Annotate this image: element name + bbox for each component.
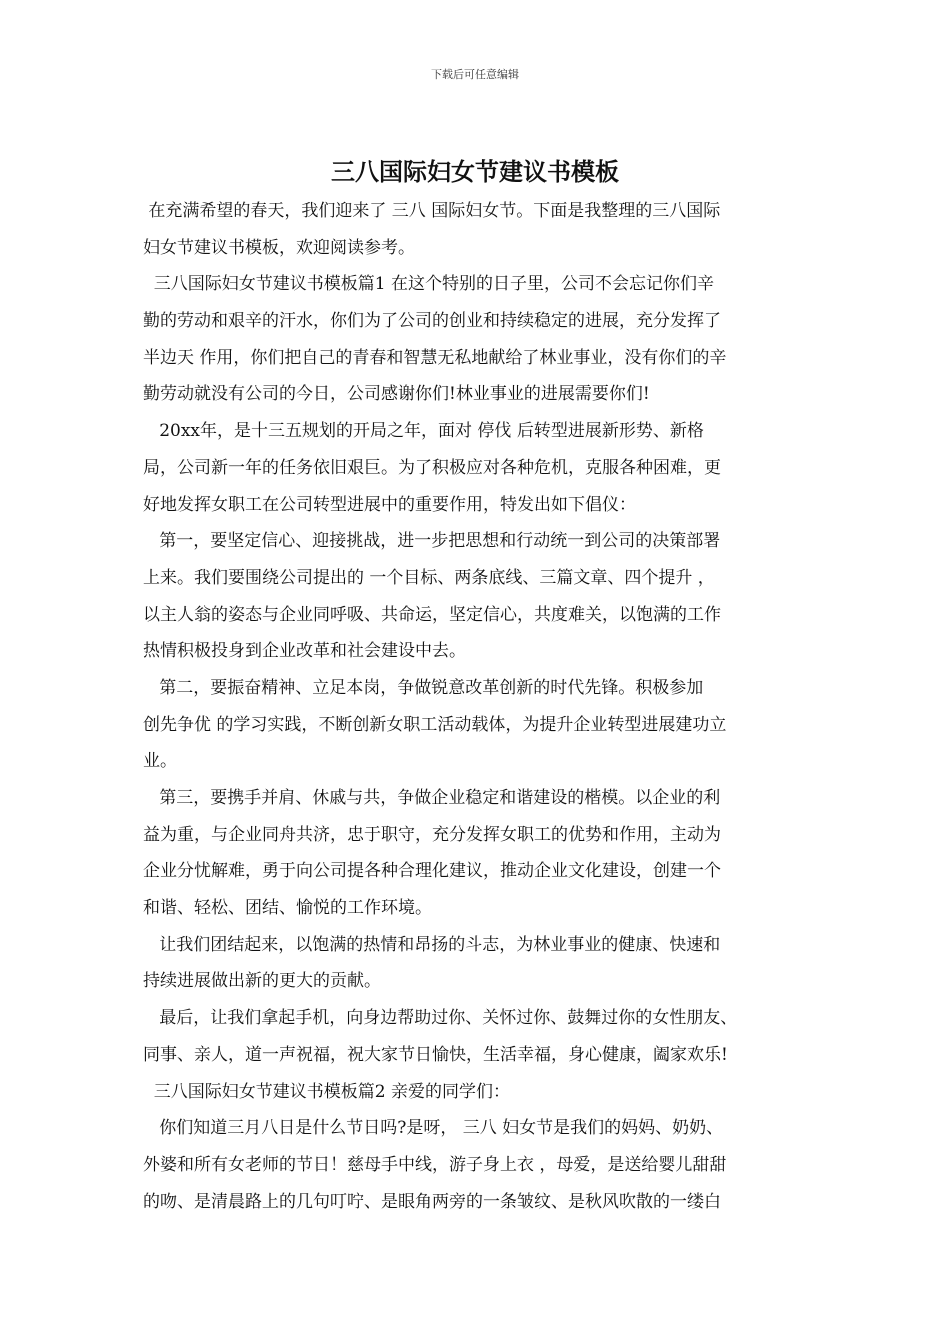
text-line: 业。 — [143, 751, 177, 772]
text-line: 半边天 作用，你们把自己的青春和智慧无私地献给了林业事业，没有你们的辛 — [143, 347, 727, 368]
text-line: 勤劳动就没有公司的今日，公司感谢你们!林业事业的进展需要你们! — [143, 384, 650, 405]
text-line: 同事、亲人，道一声祝福，祝大家节日愉快，生活幸福，身心健康，阖家欢乐! — [143, 1044, 728, 1065]
text-line: 妇女节建议书模板，欢迎阅读参考。 — [143, 237, 415, 258]
text-line: 和谐、轻松、团结、愉悦的工作环境。 — [143, 898, 432, 919]
text-line: 外婆和所有女老师的节日！慈母手中线，游子身上衣 ，母爱，是送给婴儿甜甜 — [143, 1154, 727, 1175]
text-line: 第一，要坚定信心、迎接挑战，进一步把思想和行动统一到公司的决策部署 — [143, 531, 721, 552]
text-line: 的吻、是清晨路上的几句叮咛、是眼角两旁的一条皱纹、是秋风吹散的一缕白 — [143, 1191, 721, 1212]
text-line: 热情积极投身到企业改革和社会建设中去。 — [143, 641, 466, 662]
document-body — [143, 193, 813, 1220]
text-line: 第三，要携手并肩、休戚与共，争做企业稳定和谐建设的楷模。以企业的利 — [143, 788, 721, 808]
text-line: 勤的劳动和艰辛的汗水，你们为了公司的创业和持续稳定的进展，充分发挥了 — [143, 311, 721, 332]
text-line: 最后，让我们拿起手机，向身边帮助过你、关怀过你、鼓舞过你的女性朋友、 — [143, 1008, 738, 1029]
text-line: 局，公司新一年的任务依旧艰巨。为了积极应对各种危机，克服各种困难，更 — [143, 457, 721, 478]
text-line: 企业分忧解难，勇于向公司提各种合理化建议，推动企业文化建设，创建一个 — [143, 861, 721, 882]
text-line: 20xx年，是十三五规划的开局之年，面对 停伐 后转型进展新形势、新格 — [143, 421, 704, 442]
text-line: 好地发挥女职工在公司转型进展中的重要作用，特发出如下倡仪： — [143, 494, 636, 515]
document-title: 三八国际妇女节建议书模板 — [331, 157, 619, 186]
text-line: 持续进展做出新的更大的贡献。 — [143, 971, 381, 992]
text-line: 益为重，与企业同舟共济，忠于职守，充分发挥女职工的优势和作用，主动为 — [143, 824, 721, 845]
text-line: 上来。我们要围绕公司提出的 一个目标、两条底线、三篇文章、四个提升 ， — [143, 567, 715, 588]
text-line: 三八国际妇女节建议书模板篇2 亲爱的同学们： — [143, 1081, 511, 1102]
text-line: 创先争优 的学习实践，不断创新女职工活动载体，为提升企业转型进展建功立 — [143, 714, 727, 735]
text-line: 第二，要振奋精神、立足本岗，争做锐意改革创新的时代先锋。积极参加 — [143, 677, 704, 698]
text-line: 让我们团结起来，以饱满的热情和昂扬的斗志，为林业事业的健康、快速和 — [143, 934, 721, 955]
page-header: 下载后可任意编辑 — [431, 68, 519, 81]
text-line: 以主人翁的姿态与企业同呼吸、共命运，坚定信心，共度难关，以饱满的工作 — [143, 604, 721, 625]
text-line: 三八国际妇女节建议书模板篇1 在这个特别的日子里，公司不会忘记你们辛 — [143, 274, 715, 295]
text-line: 你们知道三月八日是什么节日吗?是呀， 三八 妇女节是我们的妈妈、奶奶、 — [143, 1118, 724, 1139]
text-line: 在充满希望的春天，我们迎来了 三八 国际妇女节。下面是我整理的三八国际 — [143, 201, 721, 221]
